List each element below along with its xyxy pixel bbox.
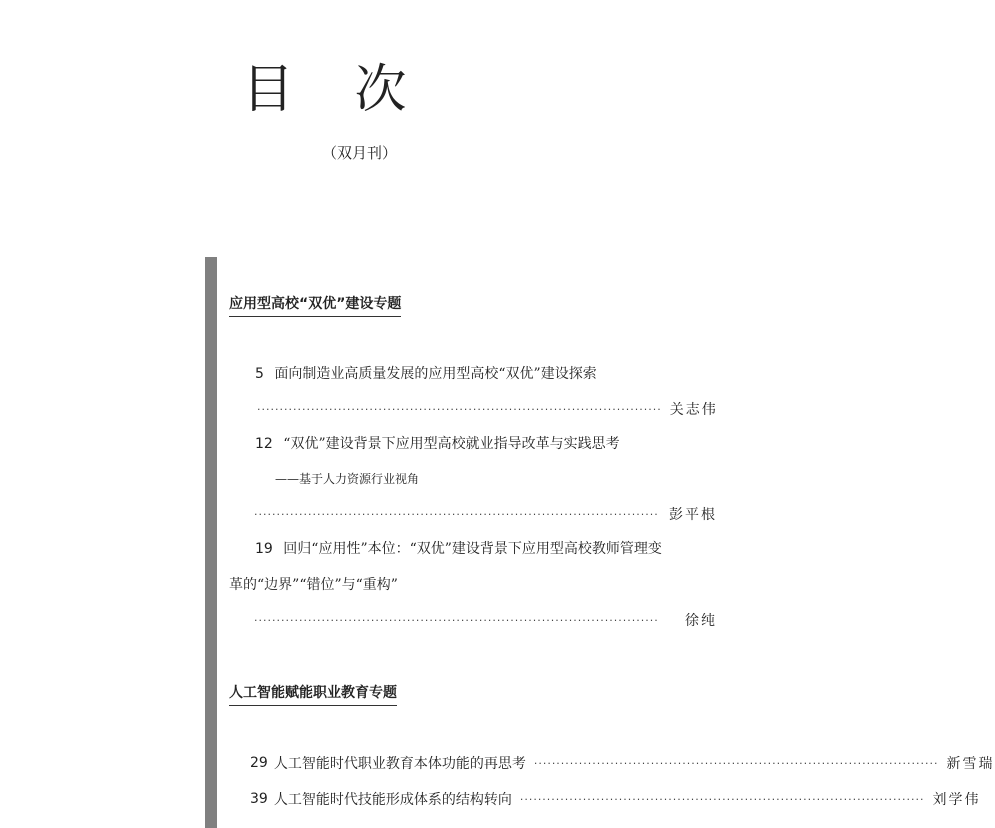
article-subtitle: ——基于人力资源行业视角 <box>275 472 420 486</box>
article-title: “双优”建设背景下应用型高校就业指导改革与实践思考 <box>283 436 620 452</box>
dot-leader: ·························································································· <box>254 613 659 627</box>
toc-leader-3 <box>254 610 717 630</box>
article-title-continued: 革的“边界”“错位”与“重构” <box>229 577 398 593</box>
toc-entry-2[interactable] <box>255 434 620 454</box>
toc-entry-4[interactable] <box>250 753 995 773</box>
article-title: 面向制造业高质量发展的应用型高校“双优”建设探索 <box>274 366 597 382</box>
page-number: 29 <box>250 755 268 771</box>
toc-entry-5[interactable] <box>250 789 981 809</box>
toc-leader-1 <box>257 399 717 419</box>
dot-leader: ·························································································· <box>254 507 659 521</box>
article-author: 刘学伟 <box>932 792 981 808</box>
section-heading-2[interactable]: 人工智能赋能职业教育专题 <box>229 682 397 706</box>
toc-entry-3[interactable] <box>255 539 662 559</box>
page-number: 19 <box>255 541 273 557</box>
sidebar-bar <box>205 257 217 828</box>
page-number: 5 <box>255 366 264 382</box>
article-author: 彭平根 <box>669 507 717 523</box>
dot-leader: ·························································································· <box>519 792 925 806</box>
article-author: 新雪瑞 <box>946 756 995 772</box>
dot-leader: ·························································································· <box>533 756 939 770</box>
article-author: 徐纯 <box>685 613 717 629</box>
article-title: 人工智能时代技能形成体系的结构转向 <box>273 792 512 808</box>
toc-leader-2 <box>254 504 717 524</box>
dot-leader: ·························································································· <box>257 402 662 416</box>
page-title: 目 次 <box>242 60 429 120</box>
page-number: 39 <box>250 791 268 807</box>
article-title: 人工智能时代职业教育本体功能的再思考 <box>273 756 526 772</box>
journal-frequency: （双月刊） <box>322 144 398 162</box>
section-heading-1[interactable]: 应用型高校“双优”建设专题 <box>229 293 401 317</box>
toc-entry-1[interactable] <box>255 364 597 384</box>
article-author: 关志伟 <box>669 402 718 418</box>
page-number: 12 <box>255 436 273 452</box>
article-title: 回归“应用性”本位：“双优”建设背景下应用型高校教师管理变 <box>283 541 662 557</box>
